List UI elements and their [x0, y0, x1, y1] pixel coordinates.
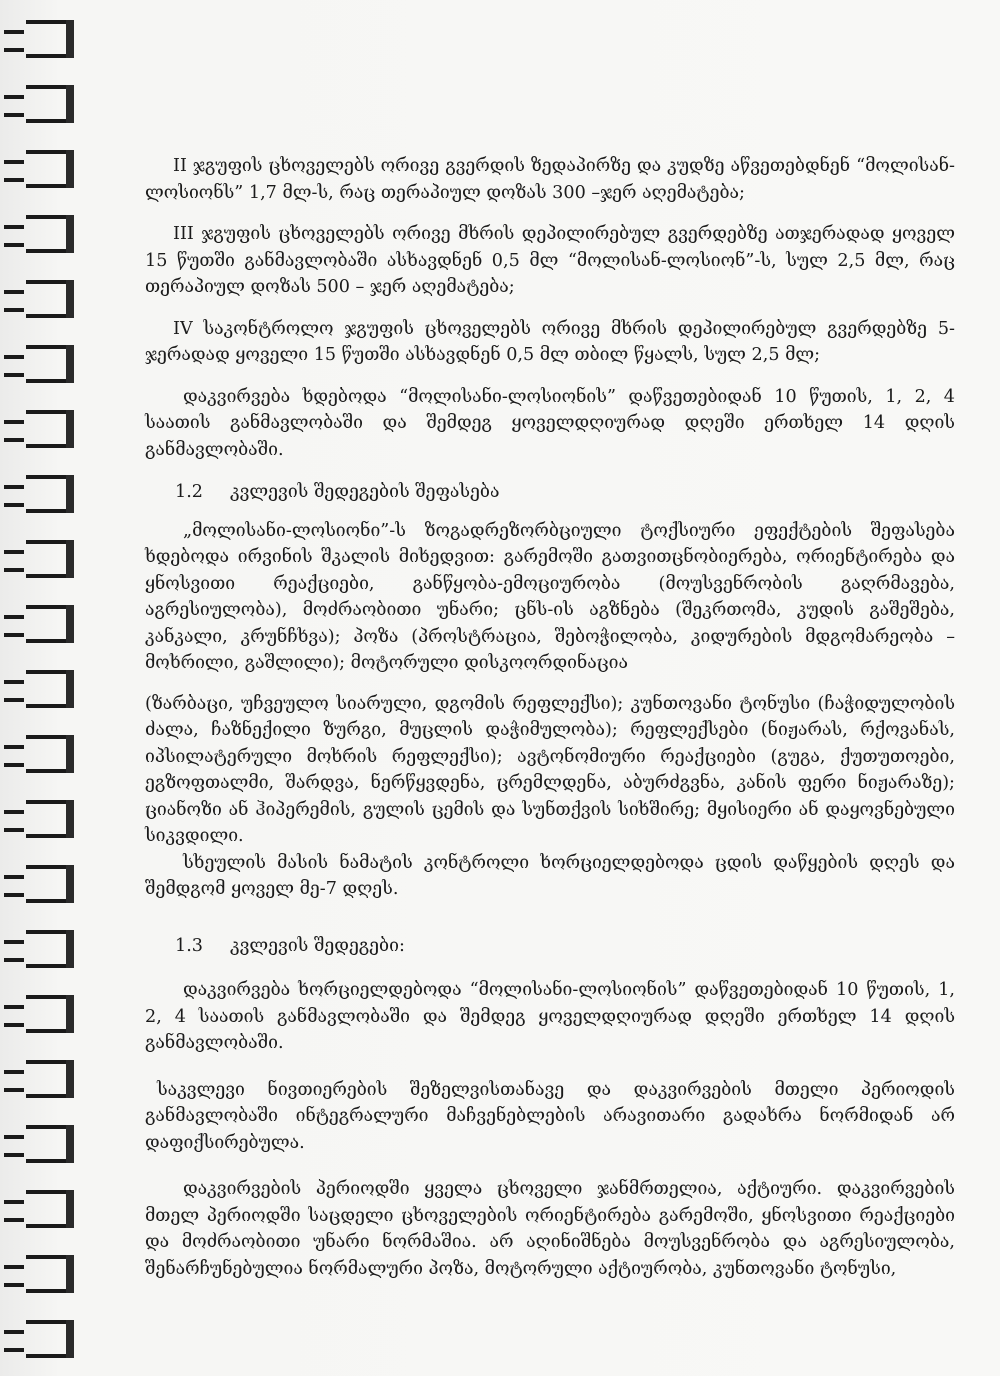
binding-ring	[26, 995, 74, 1033]
paragraph-animal-health: დაკვირვების პერიოდში ყველა ცხოველი ჯანმრთელია, აქტიური. დაკვირვების მთელ პერიოდში საცდელი ცხოველების ორიენტირება გარემოში, ყნოსვითი რეაქციები და მოძრაობითი უნარი ნორმაშია. არ აღინიშნება მოუსვენრობა და აგრესიულობა, შენარჩუნებულია ნორმალური პოზა, მოტორული აქტიურობა, კუნთოვანი ტონუსი,	[145, 1179, 955, 1279]
section-number: 1.3	[175, 935, 203, 956]
binding-ring	[26, 410, 74, 448]
binding-ring	[26, 800, 74, 838]
spiral-binding	[0, 0, 90, 1376]
section-title: კვლევის შედეგების შეფასება	[230, 482, 500, 502]
binding-ring	[26, 735, 74, 773]
paragraph-group-iv: IV საკონტროლო ჯგუფის ცხოველებს ორივე მხრის დეპილირებულ გვერდებზე 5-ჯერადად ყოველი 15 წუთში ასხავდნენ 0,5 მლ თბილ წყალს, სულ 2,5 მლ;	[145, 318, 955, 365]
binding-ring	[26, 670, 74, 708]
binding-ring	[26, 1255, 74, 1293]
binding-ring	[26, 540, 74, 578]
binding-ring	[26, 1125, 74, 1163]
paragraph-observation-schedule: დაკვირვება ხდებოდა “მოლისანი-ლოსიონის” დაწვეთებიდან 10 წუთის, 1, 2, 4 საათის განმავლობაში და შემდეგ ყოველდღიურად დღეში ერთხელ 14 დღის განმავლობაში.	[145, 386, 955, 460]
binding-ring	[26, 280, 74, 318]
paragraph-irwin-scale: „მოლისანი-ლოსიონი”-ს ზოგადრეზორბციული ტოქსიური ეფექტების შეფასება ხდებოდა ირვინის შკალის მიხედვით: გარემოში გათვითცნობიერება, ორიენტირება და ყნოსვითი რეაქციები, განწყობა-ემოციურობა (მოუსვენრობის გაღრმავება, აგრესიულობა), მოძრაობითი უნარი; ცნს-ის აგზნება (შეკრთომა, კუდის გაშეშება, კანკალი, კრუნჩხვა); პოზა (პროსტრაცია, შებოჭილობა, კიდურების მდგომარეობა – მოხრილი, გაშლილი); მოტორული დისკოორდინაცია	[145, 520, 955, 673]
paragraph-group-iii: III ჯგუფის ცხოველებს ორივე მხრის დეპილირებულ გვერდებზე ათჯერადად ყოველ 15 წუთში განმავლობაში ასხავდნენ 0,5 მლ “მოლისან-ლოსიონ”-ს, სულ 2,5 მლ, რაც თერაპიულ დოზას 500 – ჯერ აღემატება;	[145, 224, 955, 297]
paragraph-group-ii: II ჯგუფის ცხოველებს ორივე გვერდის ზედაპირზე და კუდზე აწვეთებდნენ “მოლისან-ლოსიონს” 1,7 მლ-ს, რაც თერაპიულ დოზას 300 –ჯერ აღემატება;	[145, 156, 955, 203]
section-title: კვლევის შედეგები:	[230, 935, 405, 956]
binding-ring	[26, 605, 74, 643]
binding-ring	[26, 930, 74, 968]
binding-ring	[26, 475, 74, 513]
section-heading-1-3	[145, 933, 955, 960]
binding-ring	[26, 85, 74, 123]
binding-ring	[26, 20, 74, 58]
paragraph-no-deviation: საკვლევი ნივთიერების შეზელვისთანავე და დაკვირვების მთელი პერიოდის განმავლობაში ინტეგრალური მაჩვენებლების არავითარი გადახრა ნორმიდან არ დაფიქსირებულა.	[145, 1079, 955, 1153]
paragraph-body-mass: სხეულის მასის ნამატის კონტროლი ხორციელდებოდა ცდის დაწყების დღეს და შემდგომ ყოველ მე-7 დღეს.	[145, 852, 955, 899]
document-body	[145, 153, 955, 1282]
section-number: 1.2	[175, 482, 203, 502]
paragraph-observation-results: დაკვირვება ხორციელდებოდა “მოლისანი-ლოსიონის” დაწვეთებიდან 10 წუთის, 1, 2, 4 საათის განმავლობაში და შემდეგ ყოველდღიურად დღეში ერთხელ 14 დღის განმავლობაში.	[145, 980, 955, 1053]
binding-ring	[26, 150, 74, 188]
paragraph-irwin-scale-continued: (ზარბაცი, უჩვეულო სიარული, დგომის რეფლექსი); კუნთოვანი ტონუსი (ჩაჭიდულობის ძალა, ჩაზნექილი ზურგი, მუცლის დაჭიმულობა); რეფლექსები (ნიჟარას, რქოვანას, იპსილატერული მოხრის რეფლექსი); ავტონომიური რეაქციები (გუგა, ქუთუთოები, ეგზოფთალმი, შარდვა, ნერწყვდენა, ცრემლდენა, აბურძგვნა, კანის ფერი ნიჟარაზე); ციანოზი ან ჰიპერემის, გულის ცემის და სუნთქვის სიხშირე; მყისიერი ან დაყოვნებული სიკვდილი.	[145, 693, 955, 846]
binding-ring	[26, 865, 74, 903]
binding-ring	[26, 1190, 74, 1228]
binding-ring	[26, 215, 74, 253]
binding-ring	[26, 345, 74, 383]
section-heading-1-2	[145, 479, 955, 506]
binding-ring	[26, 1320, 74, 1358]
binding-ring	[26, 1060, 74, 1098]
